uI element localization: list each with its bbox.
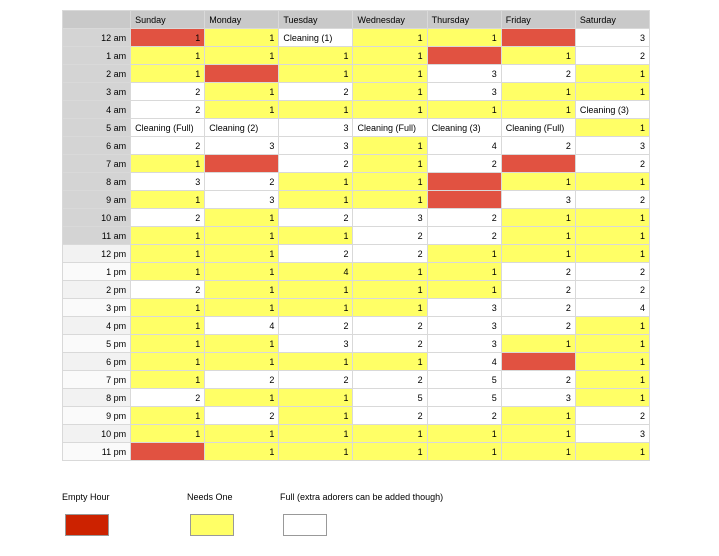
schedule-cell[interactable]: 2	[501, 281, 575, 299]
schedule-cell[interactable]: 3	[427, 65, 501, 83]
schedule-cell[interactable]: 3	[427, 335, 501, 353]
schedule-cell[interactable]: 3	[427, 317, 501, 335]
table-row	[63, 101, 650, 119]
schedule-cell[interactable]: 1	[575, 173, 649, 191]
schedule-cell[interactable]: 1	[501, 245, 575, 263]
legend-label: Needs One	[187, 492, 233, 502]
hour-label: 10 pm	[63, 425, 131, 443]
hour-label: 5 pm	[63, 335, 131, 353]
table-row	[63, 47, 650, 65]
schedule-cell[interactable]: 1	[279, 299, 353, 317]
schedule-cell[interactable]: 1	[353, 425, 427, 443]
schedule-cell[interactable]: 3	[205, 191, 279, 209]
legend	[62, 492, 662, 540]
schedule-cell[interactable]: 2	[575, 407, 649, 425]
schedule-cell[interactable]: 1	[131, 65, 205, 83]
table-row	[63, 263, 650, 281]
schedule-cell[interactable]: 2	[427, 407, 501, 425]
legend-labels	[62, 492, 662, 508]
schedule-cell[interactable]: 3	[427, 299, 501, 317]
schedule-cell[interactable]: 1	[501, 101, 575, 119]
schedule-cell[interactable]	[501, 353, 575, 371]
schedule-cell[interactable]: 1	[353, 281, 427, 299]
schedule-cell[interactable]: 1	[501, 209, 575, 227]
table-row	[63, 137, 650, 155]
schedule-cell[interactable]: 2	[353, 245, 427, 263]
schedule-cell[interactable]: 1	[131, 299, 205, 317]
schedule-cell[interactable]: Cleaning (2)	[205, 119, 279, 137]
schedule-cell[interactable]: 1	[353, 263, 427, 281]
hour-label: 1 pm	[63, 263, 131, 281]
legend-swatch	[190, 514, 234, 536]
hour-label: 10 am	[63, 209, 131, 227]
schedule-cell[interactable]: 2	[501, 299, 575, 317]
schedule-cell[interactable]: 3	[279, 335, 353, 353]
hour-label: 8 pm	[63, 389, 131, 407]
schedule-cell[interactable]: 2	[575, 47, 649, 65]
header-corner	[63, 11, 131, 29]
legend-swatch	[65, 514, 109, 536]
hour-label: 6 am	[63, 137, 131, 155]
schedule-cell[interactable]: 3	[575, 425, 649, 443]
table-row	[63, 173, 650, 191]
schedule-cell[interactable]: 2	[575, 191, 649, 209]
hour-label: 2 am	[63, 65, 131, 83]
schedule-cell[interactable]: 1	[353, 137, 427, 155]
schedule-cell[interactable]: Cleaning (3)	[427, 119, 501, 137]
schedule-cell[interactable]: 3	[279, 137, 353, 155]
schedule-cell[interactable]: Cleaning (1)	[279, 29, 353, 47]
table-row	[63, 299, 650, 317]
schedule-cell[interactable]: 1	[131, 425, 205, 443]
schedule-cell[interactable]: 2	[205, 407, 279, 425]
column-header-tuesday: Tuesday	[279, 11, 353, 29]
column-header-monday: Monday	[205, 11, 279, 29]
schedule-cell[interactable]: 2	[501, 263, 575, 281]
schedule-cell[interactable]: 1	[279, 281, 353, 299]
schedule-cell[interactable]	[501, 155, 575, 173]
legend-swatch	[283, 514, 327, 536]
table-row	[63, 335, 650, 353]
table-row	[63, 371, 650, 389]
schedule-cell[interactable]: 1	[501, 83, 575, 101]
column-header-friday: Friday	[501, 11, 575, 29]
schedule-cell[interactable]: 2	[353, 317, 427, 335]
schedule-cell[interactable]: 2	[575, 281, 649, 299]
schedule-cell[interactable]: 1	[575, 65, 649, 83]
schedule-cell[interactable]: 1	[501, 425, 575, 443]
schedule-cell[interactable]: 1	[131, 263, 205, 281]
schedule-cell[interactable]: 3	[501, 191, 575, 209]
schedule-cell[interactable]: 5	[427, 371, 501, 389]
schedule-cell[interactable]: 1	[575, 353, 649, 371]
schedule-cell[interactable]: 3	[575, 137, 649, 155]
schedule-cell[interactable]: 1	[131, 29, 205, 47]
schedule-cell[interactable]: 4	[205, 317, 279, 335]
schedule-cell[interactable]: Cleaning (Full)	[131, 119, 205, 137]
schedule-cell[interactable]: 1	[131, 407, 205, 425]
schedule-cell[interactable]: 1	[205, 101, 279, 119]
schedule-cell[interactable]: 2	[353, 227, 427, 245]
schedule-cell[interactable]: 2	[501, 65, 575, 83]
schedule-cell[interactable]: 1	[575, 371, 649, 389]
hour-label: 6 pm	[63, 353, 131, 371]
schedule-cell[interactable]: 1	[501, 173, 575, 191]
schedule-cell[interactable]: 1	[575, 83, 649, 101]
schedule-cell[interactable]: 1	[205, 299, 279, 317]
hour-label: 3 am	[63, 83, 131, 101]
table-row	[63, 119, 650, 137]
schedule-cell[interactable]: 5	[427, 389, 501, 407]
schedule-cell[interactable]: 2	[279, 371, 353, 389]
table-body	[63, 29, 650, 461]
schedule-cell[interactable]: 2	[131, 389, 205, 407]
schedule-cell[interactable]: 1	[205, 209, 279, 227]
schedule-cell[interactable]: 1	[353, 173, 427, 191]
table-row	[63, 191, 650, 209]
schedule-cell[interactable]: 2	[575, 155, 649, 173]
schedule-cell[interactable]: 1	[205, 353, 279, 371]
schedule-cell[interactable]: 1	[205, 227, 279, 245]
schedule-cell[interactable]: 2	[131, 137, 205, 155]
schedule-cell[interactable]: 1	[501, 227, 575, 245]
table-row	[63, 317, 650, 335]
schedule-cell[interactable]: 1	[427, 101, 501, 119]
table-row	[63, 281, 650, 299]
schedule-cell[interactable]: 1	[427, 281, 501, 299]
schedule-cell[interactable]: 1	[279, 191, 353, 209]
schedule-cell[interactable]: 3	[279, 119, 353, 137]
hour-label: 5 am	[63, 119, 131, 137]
schedule-cell[interactable]: 2	[131, 281, 205, 299]
schedule-cell[interactable]: 2	[427, 209, 501, 227]
schedule-cell[interactable]	[501, 29, 575, 47]
schedule-cell[interactable]: 1	[131, 317, 205, 335]
schedule-cell[interactable]: 2	[279, 209, 353, 227]
schedule-cell[interactable]: 2	[279, 245, 353, 263]
schedule-cell[interactable]: 1	[131, 245, 205, 263]
schedule-cell[interactable]: 3	[575, 29, 649, 47]
schedule-cell[interactable]: 1	[131, 227, 205, 245]
hour-label: 12 am	[63, 29, 131, 47]
schedule-cell[interactable]: 1	[353, 65, 427, 83]
schedule-cell[interactable]: 1	[427, 425, 501, 443]
schedule-cell[interactable]: 3	[427, 83, 501, 101]
schedule-cell[interactable]: 1	[205, 29, 279, 47]
schedule-cell[interactable]: 2	[131, 101, 205, 119]
schedule-cell[interactable]: 1	[131, 47, 205, 65]
schedule-cell[interactable]: Cleaning (Full)	[353, 119, 427, 137]
schedule-cell[interactable]: 2	[205, 173, 279, 191]
schedule-cell[interactable]: 1	[131, 371, 205, 389]
schedule-cell[interactable]: 1	[353, 443, 427, 461]
schedule-cell[interactable]: 1	[279, 425, 353, 443]
table-row	[63, 407, 650, 425]
schedule-cell[interactable]: 2	[427, 227, 501, 245]
schedule-cell[interactable]: 1	[353, 191, 427, 209]
column-header-sunday: Sunday	[131, 11, 205, 29]
hour-label: 8 am	[63, 173, 131, 191]
schedule-cell[interactable]: 2	[575, 263, 649, 281]
schedule-cell[interactable]: 2	[353, 335, 427, 353]
table-row	[63, 389, 650, 407]
hour-label: 1 am	[63, 47, 131, 65]
table-row	[63, 227, 650, 245]
schedule-cell[interactable]: 1	[575, 245, 649, 263]
table-row	[63, 209, 650, 227]
schedule-cell[interactable]: 1	[501, 443, 575, 461]
schedule-cell[interactable]: 1	[575, 227, 649, 245]
schedule-cell[interactable]: 1	[427, 245, 501, 263]
table-row	[63, 443, 650, 461]
schedule-cell[interactable]: 2	[131, 209, 205, 227]
schedule-cell[interactable]: 2	[279, 317, 353, 335]
hour-label: 7 am	[63, 155, 131, 173]
column-header-thursday: Thursday	[427, 11, 501, 29]
schedule-cell[interactable]: 1	[205, 335, 279, 353]
table-row	[63, 65, 650, 83]
table-row	[63, 83, 650, 101]
schedule-cell[interactable]: 1	[427, 443, 501, 461]
schedule-cell[interactable]: 2	[501, 317, 575, 335]
schedule-cell[interactable]: 1	[353, 29, 427, 47]
schedule-cell[interactable]: 1	[353, 47, 427, 65]
table-header	[63, 11, 650, 29]
schedule-cell[interactable]: 4	[427, 137, 501, 155]
schedule-cell[interactable]: 1	[575, 317, 649, 335]
schedule-cell[interactable]: 1	[279, 389, 353, 407]
schedule-cell[interactable]: 2	[279, 155, 353, 173]
hour-label: 7 pm	[63, 371, 131, 389]
schedule-cell[interactable]: 1	[575, 209, 649, 227]
hour-label: 11 pm	[63, 443, 131, 461]
schedule-cell[interactable]: 3	[353, 209, 427, 227]
schedule-cell[interactable]: 1	[205, 83, 279, 101]
schedule-cell[interactable]: 1	[131, 353, 205, 371]
legend-label: Empty Hour	[62, 492, 110, 502]
hour-label: 2 pm	[63, 281, 131, 299]
hour-label: 4 am	[63, 101, 131, 119]
schedule-cell[interactable]: Cleaning (3)	[575, 101, 649, 119]
schedule-cell[interactable]: 1	[205, 443, 279, 461]
schedule-cell[interactable]: 1	[501, 335, 575, 353]
schedule-cell[interactable]: 1	[353, 353, 427, 371]
schedule-cell[interactable]: 1	[575, 389, 649, 407]
schedule-cell[interactable]: 1	[279, 227, 353, 245]
schedule-cell[interactable]	[427, 47, 501, 65]
schedule-cell[interactable]: 1	[131, 335, 205, 353]
schedule-cell[interactable]	[205, 155, 279, 173]
header-row	[63, 11, 650, 29]
schedule-cell[interactable]: 2	[131, 83, 205, 101]
schedule-cell[interactable]: 1	[501, 407, 575, 425]
schedule-cell[interactable]: 1	[205, 47, 279, 65]
schedule-cell[interactable]: 1	[575, 443, 649, 461]
schedule-cell[interactable]: 4	[575, 299, 649, 317]
schedule-cell[interactable]: 1	[279, 101, 353, 119]
schedule-cell[interactable]: 1	[279, 443, 353, 461]
schedule-cell[interactable]: 4	[427, 353, 501, 371]
schedule-cell[interactable]: 1	[427, 29, 501, 47]
schedule-cell[interactable]: 1	[205, 281, 279, 299]
schedule-cell[interactable]: Cleaning (Full)	[501, 119, 575, 137]
schedule-cell[interactable]: 2	[279, 83, 353, 101]
schedule-cell[interactable]: 1	[205, 425, 279, 443]
schedule-cell[interactable]: 1	[353, 299, 427, 317]
schedule-cell[interactable]: 3	[501, 389, 575, 407]
schedule-cell[interactable]: 2	[353, 407, 427, 425]
hour-label: 11 am	[63, 227, 131, 245]
schedule-cell[interactable]: 2	[353, 371, 427, 389]
column-header-wednesday: Wednesday	[353, 11, 427, 29]
table-row	[63, 245, 650, 263]
schedule-cell[interactable]: 1	[279, 407, 353, 425]
legend-label: Full (extra adorers can be added though)	[280, 492, 444, 502]
schedule-cell[interactable]	[427, 173, 501, 191]
schedule-cell[interactable]: 5	[353, 389, 427, 407]
table-row	[63, 353, 650, 371]
schedule-cell[interactable]: 2	[501, 371, 575, 389]
schedule-cell[interactable]: 2	[427, 155, 501, 173]
hour-label: 9 pm	[63, 407, 131, 425]
table-row	[63, 29, 650, 47]
schedule-cell[interactable]	[427, 191, 501, 209]
column-header-saturday: Saturday	[575, 11, 649, 29]
schedule-cell[interactable]: 1	[279, 173, 353, 191]
hour-label: 9 am	[63, 191, 131, 209]
adoration-schedule-table	[62, 10, 650, 461]
schedule-cell[interactable]: 1	[279, 47, 353, 65]
schedule-cell[interactable]: 1	[205, 245, 279, 263]
schedule-cell[interactable]: 2	[501, 137, 575, 155]
schedule-cell[interactable]: 1	[279, 65, 353, 83]
table-row	[63, 155, 650, 173]
schedule-cell[interactable]: 1	[131, 155, 205, 173]
schedule-cell[interactable]: 3	[205, 137, 279, 155]
schedule-cell[interactable]: 2	[205, 371, 279, 389]
schedule-cell[interactable]: 1	[575, 335, 649, 353]
schedule-cell[interactable]: 1	[279, 353, 353, 371]
schedule-cell[interactable]: 1	[575, 119, 649, 137]
legend-swatches	[62, 514, 662, 540]
hour-label: 3 pm	[63, 299, 131, 317]
schedule-cell[interactable]: 1	[427, 263, 501, 281]
schedule-cell[interactable]: 1	[501, 47, 575, 65]
schedule-cell[interactable]: 1	[353, 101, 427, 119]
hour-label: 4 pm	[63, 317, 131, 335]
schedule-cell[interactable]: 1	[353, 83, 427, 101]
schedule-cell[interactable]: 1	[353, 155, 427, 173]
schedule-container	[62, 10, 650, 461]
schedule-cell[interactable]: 1	[205, 389, 279, 407]
table-row	[63, 425, 650, 443]
schedule-cell[interactable]: 1	[131, 191, 205, 209]
schedule-cell[interactable]: 3	[131, 173, 205, 191]
schedule-cell[interactable]	[205, 65, 279, 83]
schedule-cell[interactable]	[131, 443, 205, 461]
schedule-cell[interactable]: 4	[279, 263, 353, 281]
hour-label: 12 pm	[63, 245, 131, 263]
schedule-cell[interactable]: 1	[205, 263, 279, 281]
